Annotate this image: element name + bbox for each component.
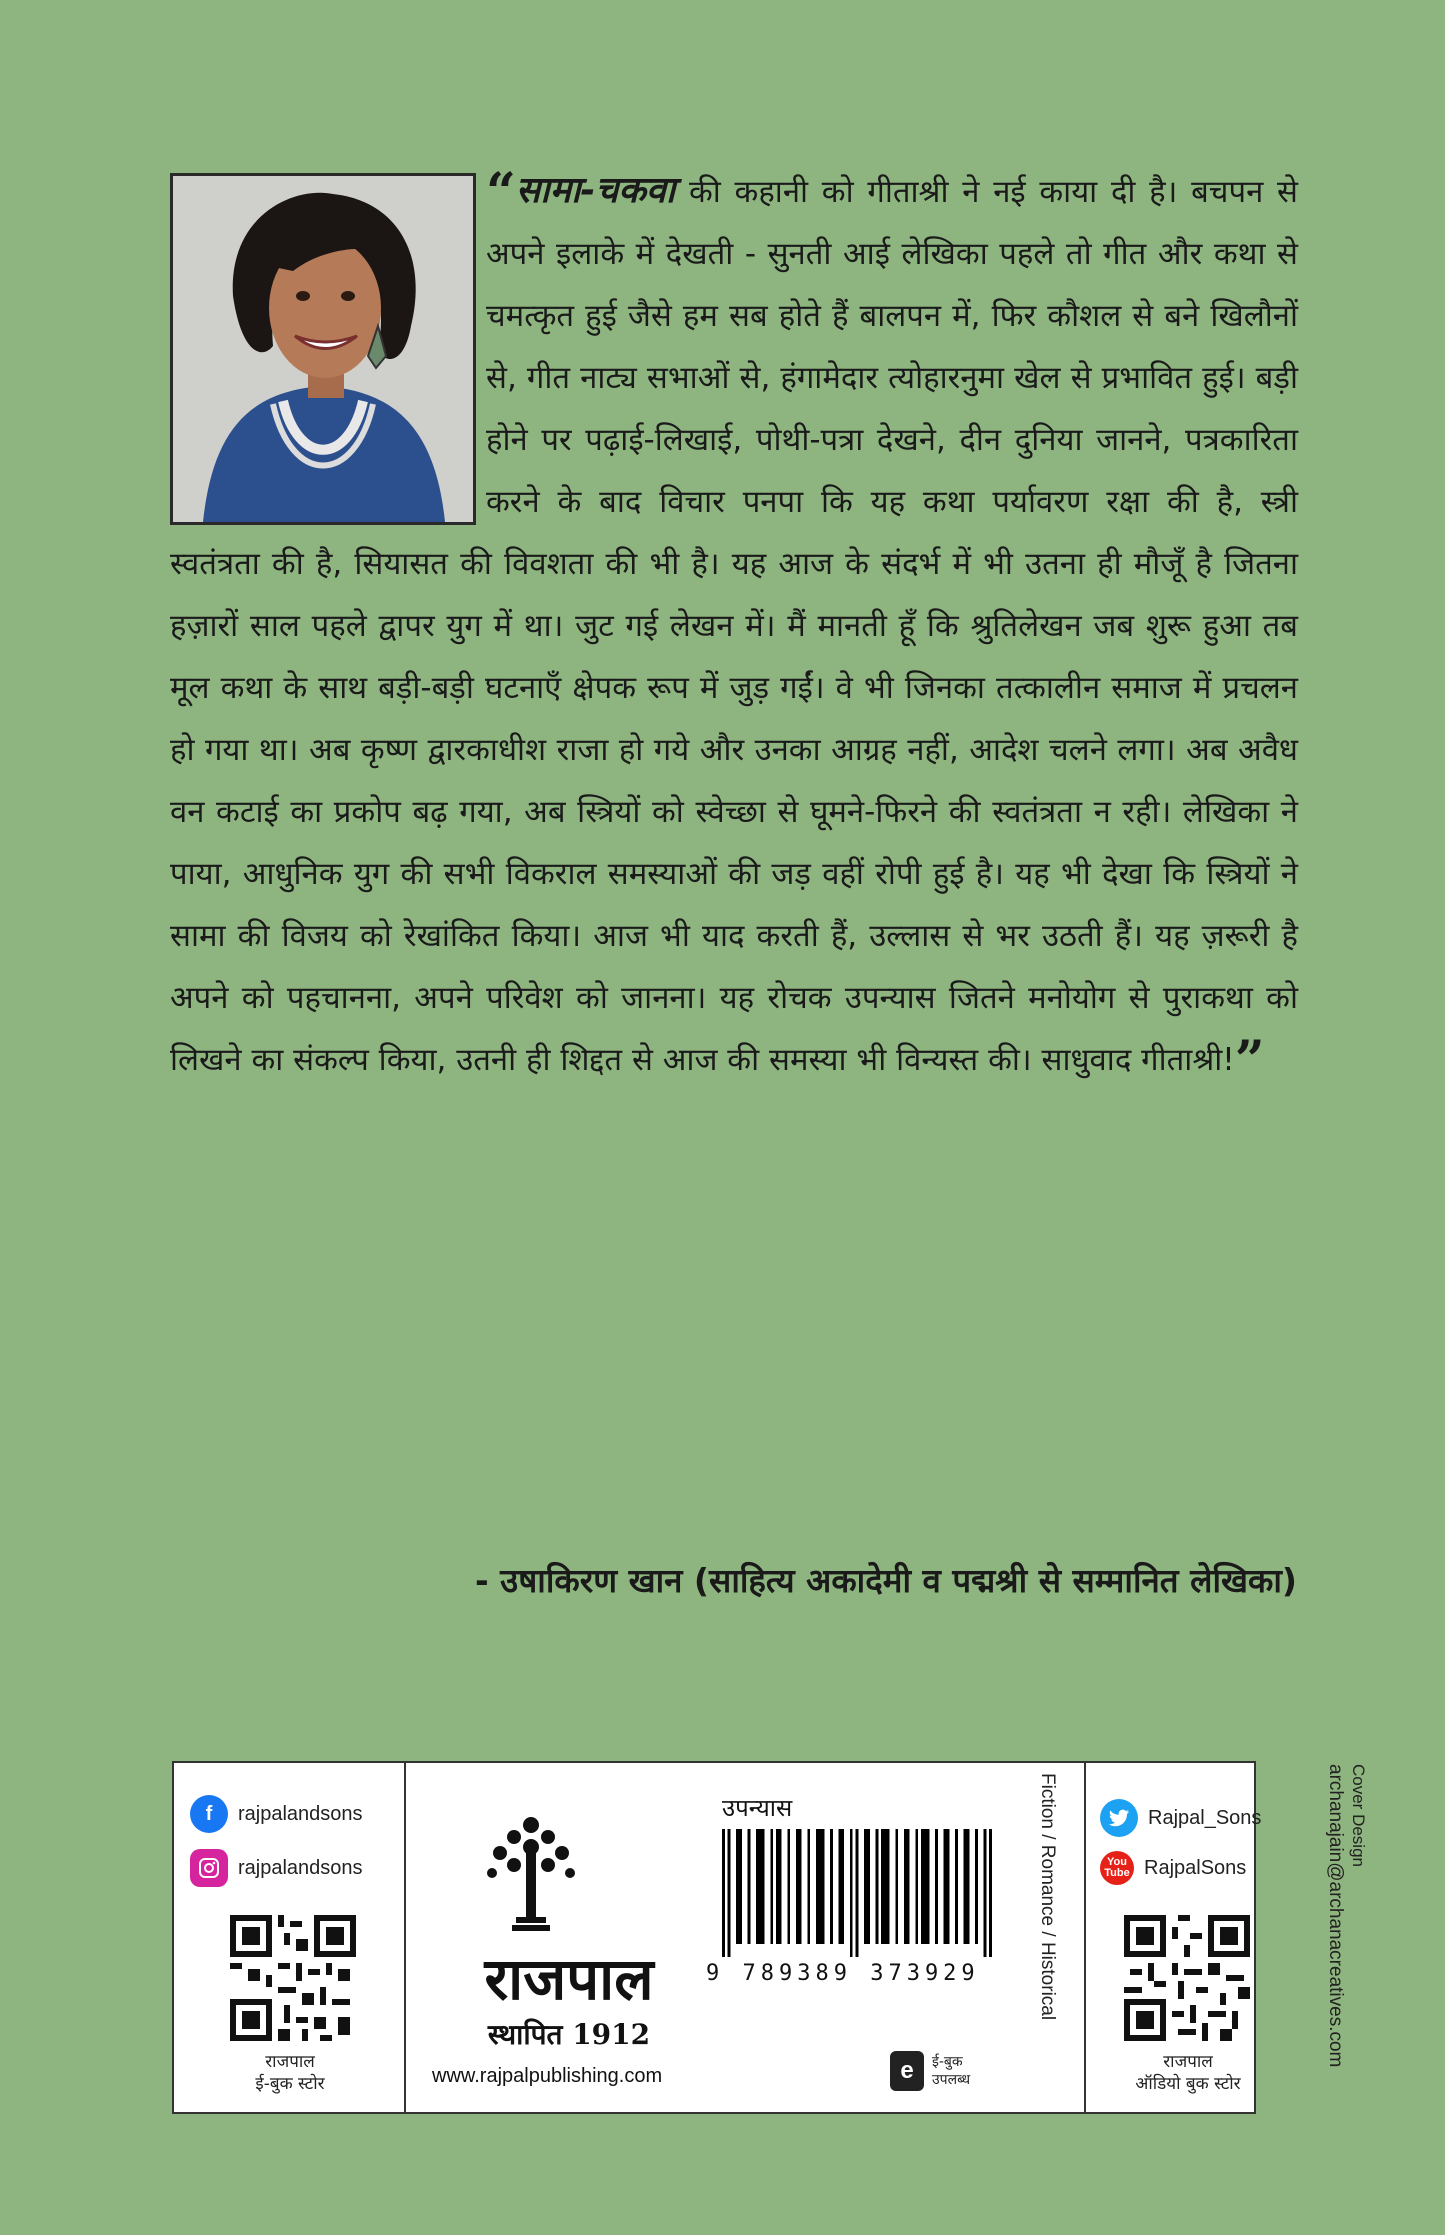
- ebook-store-caption-line1: राजपाल: [265, 2052, 315, 2072]
- panel-divider: [404, 1763, 406, 2112]
- cover-design-email: archanajain@archanacreatives.com: [1325, 1764, 1346, 2068]
- audio-store-qr-code[interactable]: [1124, 1915, 1250, 2041]
- ebook-available-line1: ई-बुक: [932, 2054, 963, 2070]
- publisher-established: स्थापित 1912: [487, 2018, 651, 2051]
- genre-label-container: [1032, 1773, 1062, 2103]
- close-quote-mark: ”: [1234, 1030, 1265, 1091]
- isbn-barcode: [722, 1829, 992, 1957]
- book-title-emphasis: सामा-चकवा: [515, 170, 676, 211]
- isbn-number: 9 789389 373929: [706, 1961, 980, 1986]
- instagram-handle: rajpalandsons: [238, 1856, 363, 1879]
- ebook-store-caption: [190, 2051, 390, 2095]
- blurb-text: [170, 160, 1298, 1091]
- cover-design-label: Cover Design: [1349, 1764, 1368, 1867]
- publisher-logo-name: राजपाल: [484, 1945, 654, 2013]
- portrait-wrap-spacer: [170, 160, 486, 532]
- genre-label: Fiction / Romance / Historical: [1037, 1773, 1058, 2021]
- twitter-link[interactable]: [1100, 1799, 1261, 1837]
- instagram-icon: [190, 1849, 228, 1887]
- book-category: उपन्यास: [722, 1794, 793, 1822]
- tree-logo-icon: [486, 1813, 576, 1943]
- ebook-icon: e: [890, 2051, 924, 2091]
- ebook-store-caption-line2: ई-बुक स्टोर: [255, 2074, 325, 2094]
- audio-store-caption-line2: ऑडियो बुक स्टोर: [1135, 2074, 1241, 2094]
- facebook-icon: f: [190, 1795, 228, 1833]
- youtube-icon: You Tube: [1100, 1851, 1134, 1885]
- audio-store-caption: [1088, 2051, 1288, 2095]
- ebook-available-line2: उपलब्ध: [932, 2072, 971, 2088]
- twitter-handle: Rajpal_Sons: [1148, 1806, 1262, 1829]
- ebook-store-qr-code[interactable]: [230, 1915, 356, 2041]
- panel-divider: [1084, 1763, 1086, 2112]
- facebook-link[interactable]: [190, 1795, 363, 1833]
- audio-store-caption-line1: राजपाल: [1163, 2052, 1213, 2072]
- publisher-info-panel: [172, 1761, 1262, 2114]
- twitter-bird-icon: [1100, 1799, 1138, 1837]
- youtube-link[interactable]: [1100, 1851, 1246, 1885]
- blurb-body: की कहानी को गीताश्री ने नई काया दी है। बचपन से अपने इलाके में देखती - सुनती आई लेखिका पहले तो गीत और कथा से चमत्कृत हुई जैसे हम सब होते हैं बालपन में, फिर कौशल से बने खिलौनों से, गीत नाट्य सभाओं से, हंगामेदार त्योहारनुमा खेल से प्रभावित हुई। बड़ी होने पर पढ़ाई-लिखाई, पोथी-पत्रा देखने, दीन दुनिया जानने, पत्रकारिता करने के बाद विचार पनपा कि यह कथा पर्यावरण रक्षा की है, स्त्री स्वतंत्रता की है, सियासत की विवशता की भी है। यह आज के संदर्भ में भी उतना ही मौजूँ है जितना हज़ारों साल पहले द्वापर युग में था। जुट गई लेखन में। मैं मानती हूँ कि श्रुतिलेखन जब शुरू हुआ तब मूल कथा के साथ बड़ी-बड़ी घटनाएँ क्षेपक रूप में जुड़ गईं। वे भी जिनका तत्कालीन समाज में प्रचलन हो गया था। अब कृष्ण द्वारकाधीश राजा हो गये और उनका आग्रह नहीं, आदेश चलने लगा। अब अवैध वन कटाई का प्रकोप बढ़ गया, अब स्त्रियों को स्वेच्छा से घूमने-फिरने की स्वतंत्रता न रही। लेखिका ने पाया, आधुनिक युग की सभी विकराल समस्याओं की जड़ वहीं रोपी हुई है। यह भी देखा कि स्त्रियों ने सामा की विजय को रेखांकित किया। आज भी याद करती हैं, उल्लास से भर उठती हैं। यह ज़रूरी है अपने को पहचानना, अपने परिवेश को जानना। यह रोचक उपन्यास जितने मनोयोग से पुराकथा को लिखने का संकल्प किया, उतनी ही शिद्दत से आज की समस्या भी विन्यस्त की। साधुवाद गीताश्री!: [170, 174, 1298, 1078]
- ebook-available-badge: [890, 2051, 970, 2091]
- cover-design-credit: [1325, 1764, 1398, 2124]
- facebook-handle: rajpalandsons: [238, 1802, 363, 1825]
- ebook-available-text: [932, 2053, 970, 2089]
- open-quote-mark: “: [486, 162, 516, 223]
- publisher-website[interactable]: www.rajpalpublishing.com: [432, 2065, 663, 2087]
- youtube-handle: RajpalSons: [1144, 1856, 1247, 1879]
- instagram-link[interactable]: [190, 1849, 363, 1887]
- blurb-attribution: - उषाकिरण खान (साहित्य अकादेमी व पद्मश्री से सम्मानित लेखिका): [474, 1561, 1297, 1600]
